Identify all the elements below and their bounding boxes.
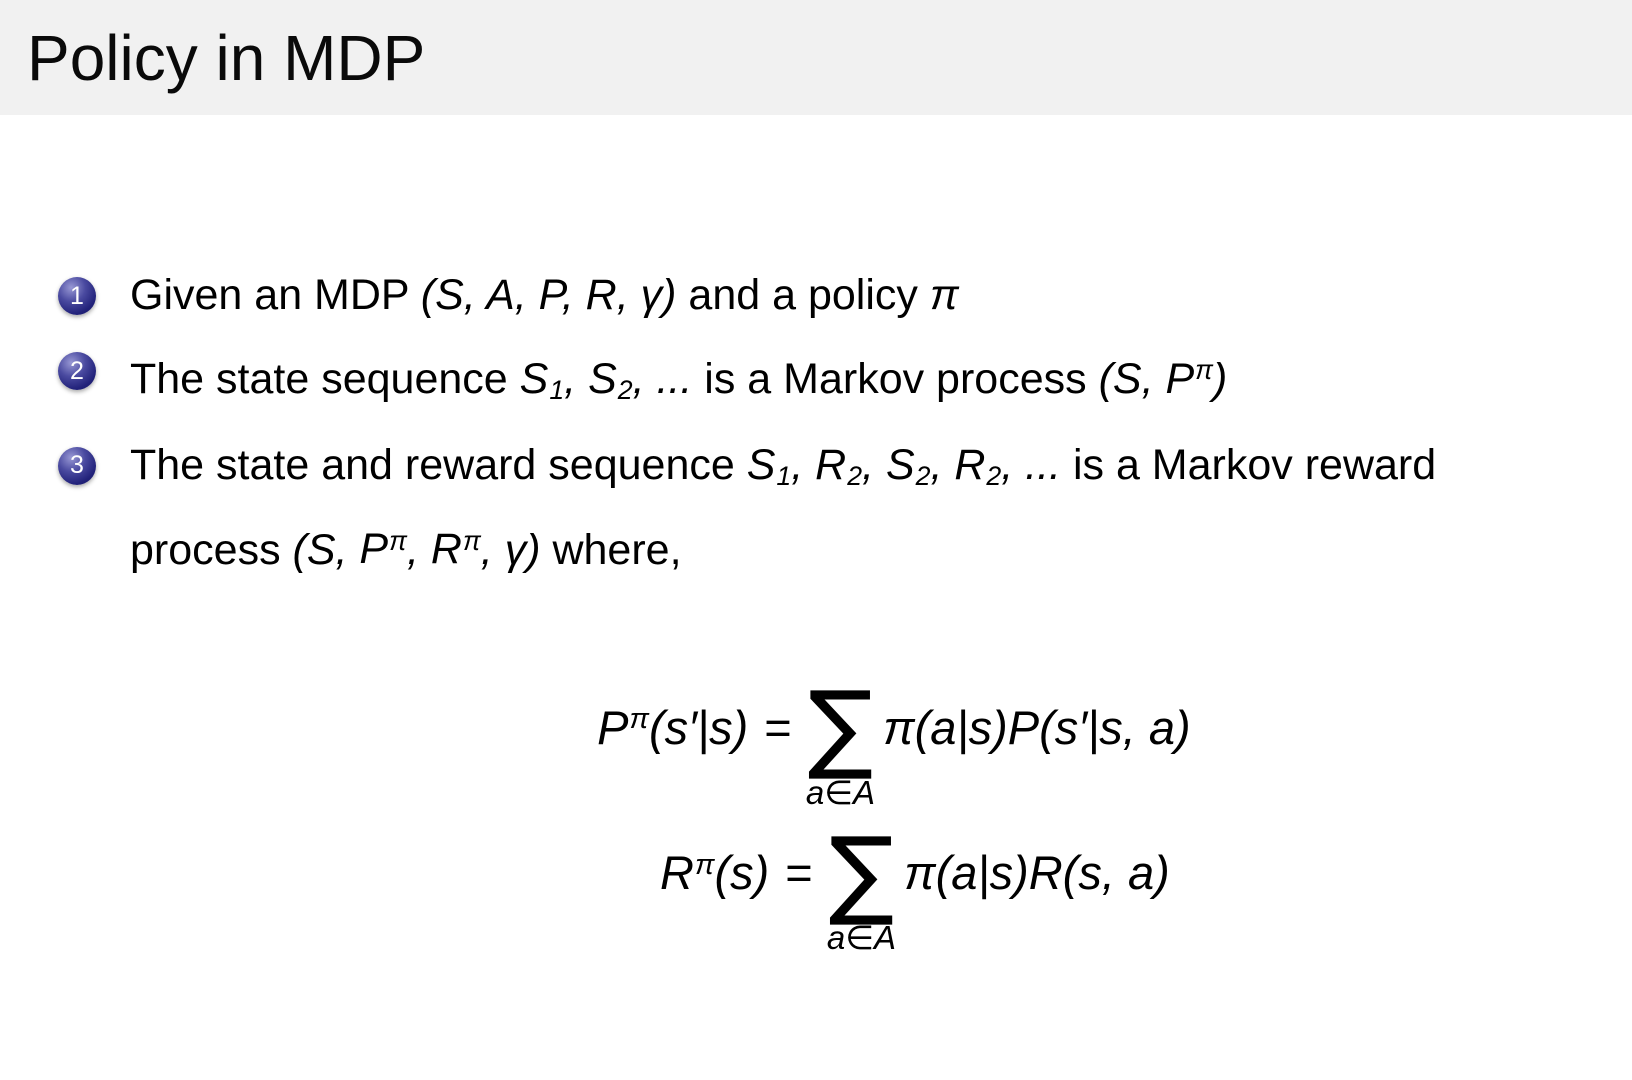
slide-title-bar: [0, 0, 1632, 115]
math-sub: 2: [915, 460, 931, 491]
list-item: [58, 263, 1562, 328]
math-sup: π: [462, 525, 481, 556]
math-sub: 2: [847, 460, 863, 491]
item-text: [130, 263, 959, 328]
math-base: P: [359, 525, 389, 574]
slide-title: Policy in MDP: [27, 21, 426, 94]
item-number-badge: 3: [58, 447, 96, 485]
math-segment: π: [929, 271, 959, 319]
math-sub: 1: [776, 460, 792, 491]
text-segment: The state sequence: [130, 354, 520, 403]
math-segment: (s): [714, 845, 770, 899]
text-segment: Given an MDP: [130, 271, 421, 319]
math-sub-segment: [588, 355, 633, 403]
math-base: R: [430, 525, 462, 574]
summation-subscript: a∈A: [826, 919, 896, 957]
math-sub: 2: [617, 374, 633, 405]
list-item: [58, 433, 1562, 583]
math-segment: (s′|s): [648, 700, 749, 754]
text-segment: The state and reward sequence: [130, 440, 747, 489]
item-number-badge: 2: [58, 352, 96, 390]
slide-body: [0, 115, 1632, 975]
math-segment: π(a|s)R(s, a): [904, 845, 1170, 899]
item-number-badge: 1: [58, 277, 96, 315]
math-segment: ): [1213, 354, 1228, 403]
text-segment: and a policy: [676, 271, 930, 319]
text-segment: where,: [552, 525, 682, 574]
math-sup: π: [694, 848, 715, 881]
math-sub-segment: [886, 441, 931, 489]
math-base: S: [519, 354, 549, 403]
math-sup-segment: [431, 525, 481, 573]
math-base: S: [746, 440, 776, 489]
math-sup: π: [1195, 355, 1214, 385]
math-sub-segment: [815, 441, 862, 489]
sigma-symbol: ∑: [807, 670, 874, 784]
math-base: R: [815, 440, 847, 489]
equals-sign: =: [764, 700, 792, 754]
math-sup-segment: [660, 846, 714, 899]
math-segment: ,: [406, 525, 431, 574]
math-segment: π(a|s)P(s′|s, a): [883, 700, 1191, 754]
item-text: [130, 433, 1436, 583]
math-base: P: [1165, 354, 1195, 403]
math-segment: ,: [862, 440, 886, 489]
sigma-symbol: ∑: [828, 815, 895, 929]
equation-rhs: [904, 845, 1170, 900]
summation: [805, 670, 875, 811]
math-sup: π: [629, 703, 649, 736]
math-segment: , ...: [1001, 440, 1073, 489]
text-segment: is a Markov process: [704, 354, 1099, 403]
equation-lhs: [534, 845, 769, 900]
summation-subscript: a∈A: [805, 773, 875, 811]
list-item: [58, 338, 1562, 423]
equation-row: [534, 815, 1170, 957]
item-text: [130, 338, 1227, 423]
math-segment: ,: [791, 440, 816, 489]
math-segment: , γ): [480, 525, 553, 574]
math-sup-segment: [359, 525, 407, 573]
equation-rhs: [883, 700, 1191, 755]
math-base: S: [588, 354, 617, 403]
math-segment: (S, A, P, R, γ): [420, 271, 677, 319]
math-sub-segment: [520, 355, 565, 403]
math-sub: 1: [549, 374, 565, 405]
math-sup-segment: [597, 701, 649, 754]
text-segment: process: [130, 525, 293, 574]
equation-row: [513, 670, 1191, 811]
text-segment: is a Markov reward: [1072, 440, 1437, 489]
math-sub: 2: [986, 460, 1002, 491]
math-segment: ,: [564, 354, 589, 403]
math-base: P: [597, 700, 629, 754]
math-base: R: [954, 440, 986, 489]
math-segment: , ...: [632, 354, 705, 403]
math-sub-segment: [747, 441, 792, 489]
math-sub-segment: [954, 441, 1001, 489]
math-segment: (S,: [292, 525, 360, 574]
math-sup: π: [389, 525, 407, 556]
item-list: [58, 263, 1562, 582]
math-base: S: [885, 440, 915, 489]
equation-lhs: [513, 700, 748, 755]
equals-sign: =: [785, 845, 813, 899]
math-base: R: [659, 845, 694, 899]
math-sup-segment: [1165, 355, 1213, 403]
math-segment: (S,: [1098, 354, 1166, 403]
math-segment: ,: [930, 440, 955, 489]
summation: [826, 815, 896, 957]
equations: [100, 670, 1604, 975]
